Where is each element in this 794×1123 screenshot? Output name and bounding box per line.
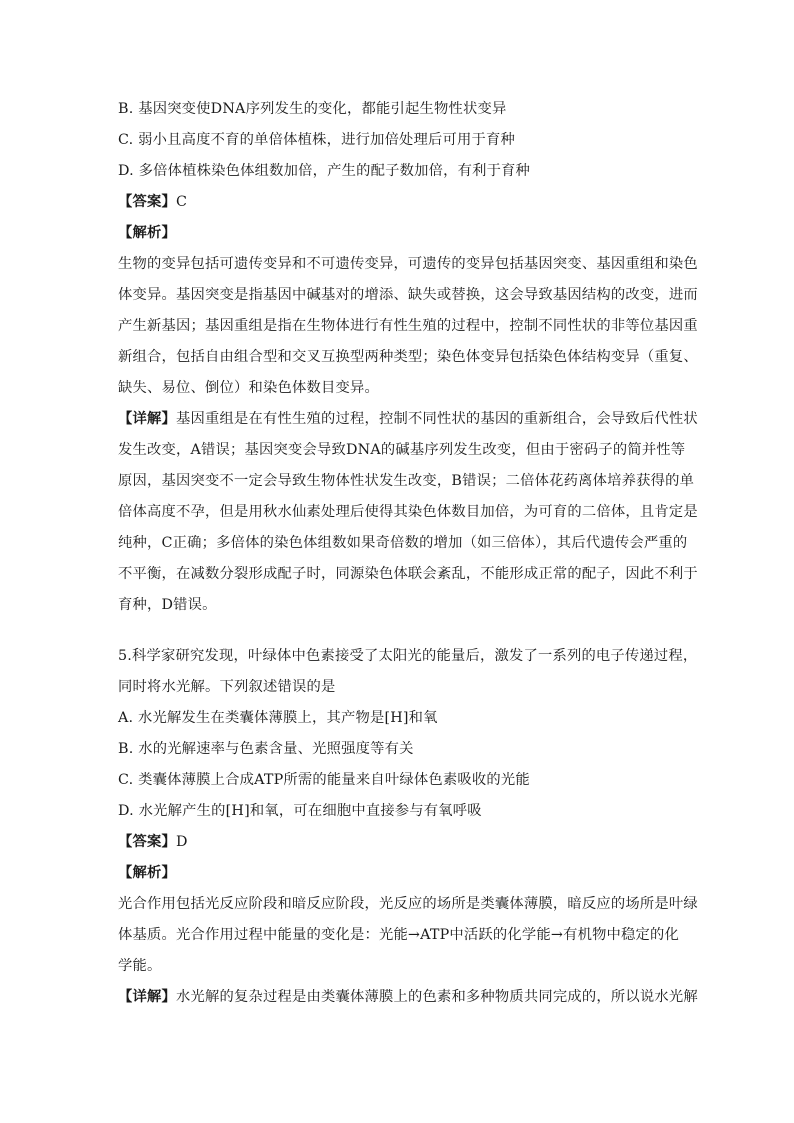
q5-analysis-line: 学能。: [118, 958, 162, 974]
q4-answer-value: C: [176, 194, 188, 210]
q5-option-a: A. 水光解发生在类囊体薄膜上，其产物是[H]和氧: [118, 710, 438, 726]
q5-option-b: B. 水的光解速率与色素含量、光照强度等有关: [118, 741, 414, 757]
q5-detail-first-text: 水光解的复杂过程是由类囊体薄膜上的色素和多种物质共同完成的，所以说水光解: [176, 989, 698, 1005]
q5-option-c: C. 类囊体薄膜上合成ATP所需的能量来自叶绿体色素吸收的光能: [118, 772, 530, 788]
q4-detail-line: 育种，D错误。: [118, 597, 217, 613]
q5-analysis-label: 【解析】: [118, 865, 176, 881]
q4-analysis-line: 新组合，包括自由组合型和交叉互换型两种类型；染色体变异包括染色体结构变异（重复、: [118, 349, 698, 365]
document-page: [118, 99, 698, 1018]
q5-detail-first-line: [118, 987, 698, 1007]
q5-analysis-line: 光合作用包括光反应阶段和暗反应阶段，光反应的场所是类囊体薄膜，暗反应的场所是叶绿: [118, 896, 698, 912]
q4-detail-line: 纯种，C正确；多倍体的染色体组数如果奇倍数的增加（如三倍体），其后代遗传会严重的: [118, 535, 688, 551]
q4-detail-first-line: [118, 409, 698, 429]
q4-detail-line: 发生改变，A错误；基因突变会导致DNA的碱基序列发生改变，但由于密码子的简并性等: [118, 442, 686, 458]
q4-detail-first-text: 基因重组是在有性生殖的过程，控制不同性状的基因的重新组合，会导致后代性状: [176, 411, 698, 427]
q5-option-d: D. 水光解产生的[H]和氧，可在细胞中直接参与有氧呼吸: [118, 803, 482, 819]
q4-analysis-line: 缺失、易位、倒位）和染色体数目变异。: [118, 380, 379, 396]
q4-detail-line: 原因，基因突变不一定会导致生物体性状发生改变，B错误；二倍体花药离体培养获得的单: [118, 473, 695, 489]
q5-stem-line: 同时将水光解。下列叙述错误的是: [118, 679, 336, 695]
q5-answer: [118, 832, 678, 852]
q4-detail-line: 不平衡，在减数分裂形成配子时，同源染色体联会紊乱，不能形成正常的配子，因此不利于: [118, 566, 698, 582]
q4-analysis-line: 体变异。基因突变是指基因中碱基对的增添、缺失或替换，这会导致基因结构的改变，进而: [118, 287, 698, 303]
q4-detail-label: 【详解】: [118, 411, 176, 427]
q5-answer-value: D: [176, 834, 188, 850]
q4-analysis-label: 【解析】: [118, 225, 176, 241]
q4-option-b: B. 基因突变使DNA序列发生的变化，都能引起生物性状变异: [118, 101, 507, 117]
q4-option-c: C. 弱小且高度不育的单倍体植株，进行加倍处理后可用于育种: [118, 132, 516, 148]
q5-answer-label: 【答案】: [118, 834, 176, 850]
q5-stem-line: 5.科学家研究发现，叶绿体中色素接受了太阳光的能量后，激发了一系列的电子传递过程，: [118, 648, 698, 664]
q4-answer: [118, 192, 678, 212]
q4-option-d: D. 多倍体植株染色体组数加倍，产生的配子数加倍，有利于育种: [118, 163, 531, 179]
q5-detail-label: 【详解】: [118, 989, 176, 1005]
q4-analysis-line: 生物的变异包括可遗传变异和不可遗传变异，可遗传的变异包括基因突变、基因重组和染色: [118, 256, 698, 272]
q4-answer-label: 【答案】: [118, 194, 176, 210]
q4-analysis-line: 产生新基因；基因重组是指在生物体进行有性生殖的过程中，控制不同性状的非等位基因重: [118, 318, 698, 334]
q5-analysis-line: 体基质。光合作用过程中能量的变化是：光能→ATP中活跃的化学能→有机物中稳定的化: [118, 927, 680, 943]
q4-detail-line: 倍体高度不孕，但是用秋水仙素处理后使得其染色体数目加倍，为可育的二倍体，且肯定是: [118, 504, 698, 520]
